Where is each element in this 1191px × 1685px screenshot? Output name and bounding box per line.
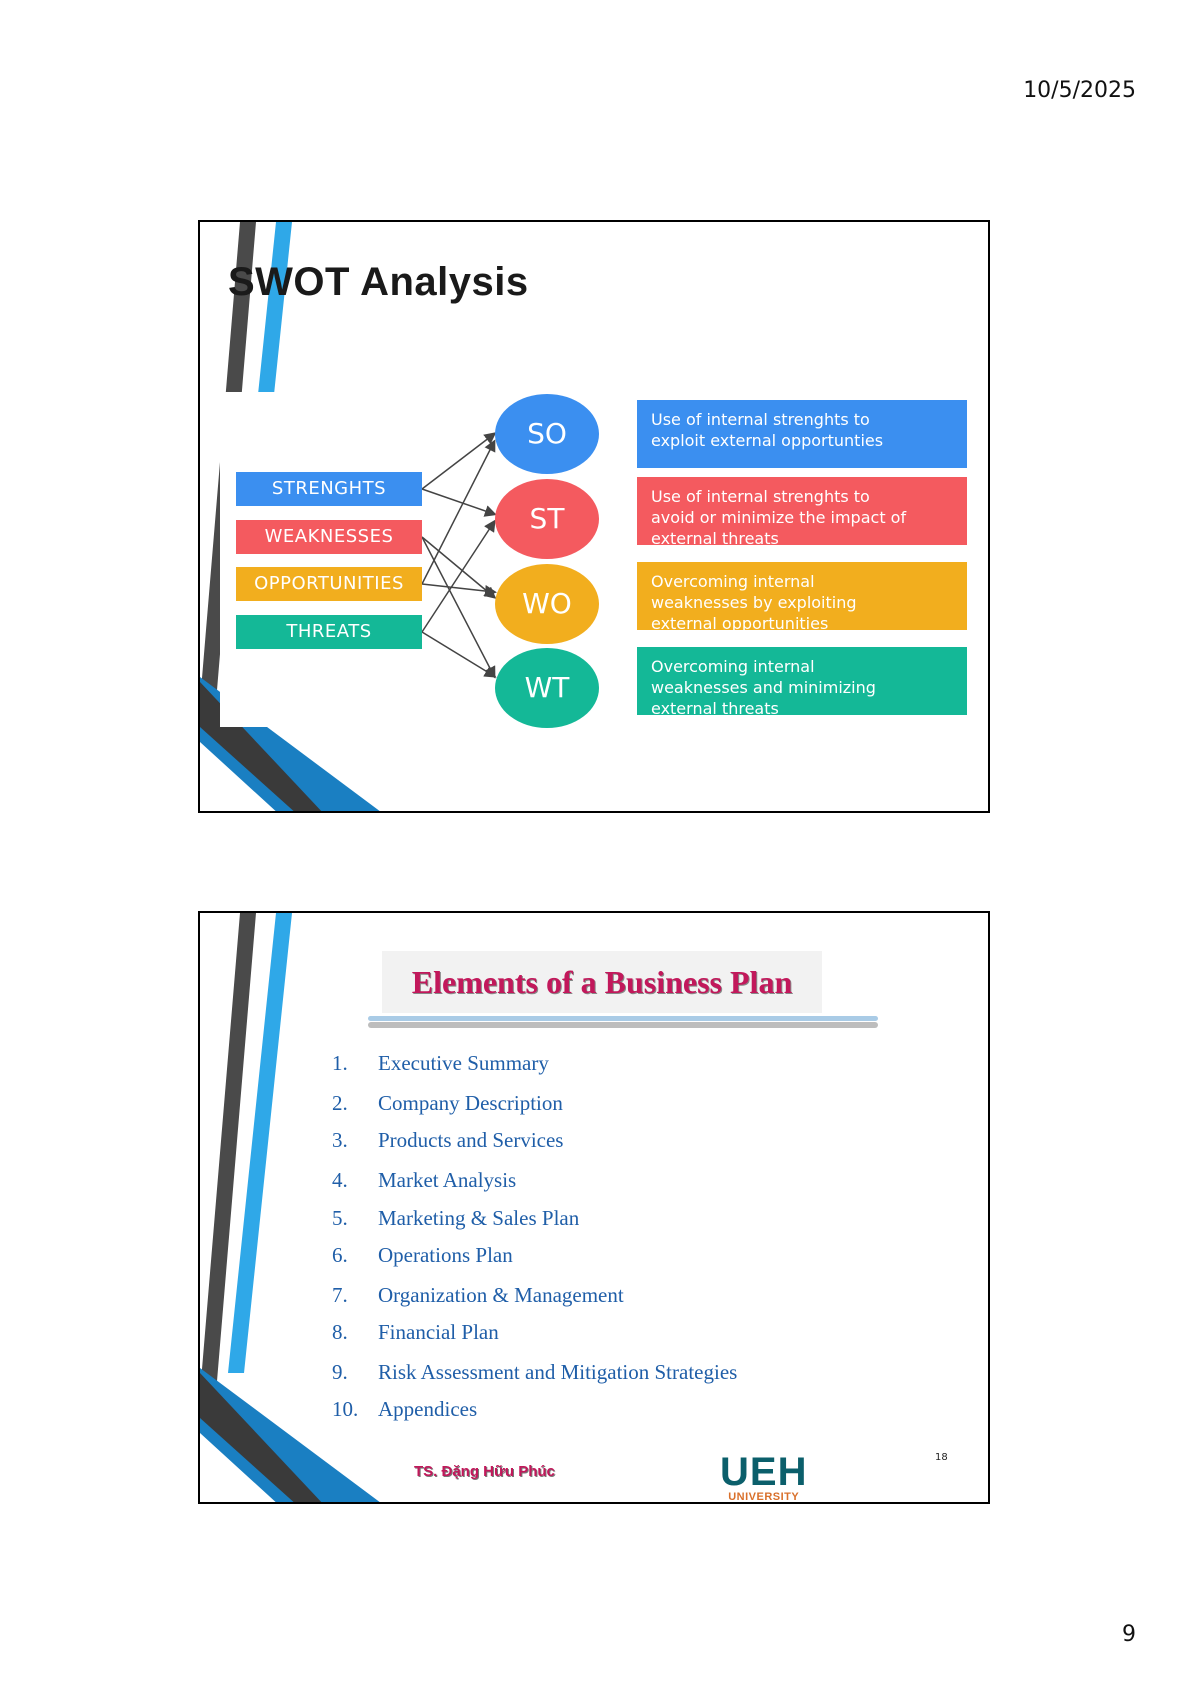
strategy-line: weaknesses and minimizing	[651, 678, 876, 697]
list-item	[332, 1128, 563, 1153]
list-item-number: 5.	[332, 1206, 348, 1230]
list-item	[332, 1283, 624, 1308]
page-date: 10/5/2025	[1023, 78, 1136, 103]
strategy-circle-st: ST	[495, 479, 599, 559]
factor-opportunities: OPPORTUNITIES	[236, 567, 422, 601]
list-item-number: 6.	[332, 1243, 348, 1267]
list-item	[332, 1397, 477, 1422]
logo-wordmark: UEH	[720, 1450, 808, 1494]
title-underline	[368, 1016, 878, 1021]
list-item	[332, 1360, 737, 1385]
list-item	[332, 1168, 516, 1193]
list-item	[332, 1206, 579, 1231]
strategy-circle-wt: WT	[495, 648, 599, 728]
university-logo	[720, 1450, 808, 1503]
strategy-line: Overcoming internal	[651, 657, 815, 676]
strategy-box-wt	[637, 647, 967, 718]
list-item-text: Organization & Management	[378, 1283, 624, 1307]
list-item	[332, 1091, 563, 1116]
business-plan-slide	[198, 911, 990, 1504]
strategy-line: Use of internal strenghts to	[651, 487, 870, 506]
slide-title: Elements of a Business Plan	[382, 951, 822, 1013]
list-item	[332, 1051, 549, 1076]
swot-diagram	[220, 392, 960, 727]
strategy-line: avoid or minimize the impact of	[651, 508, 907, 527]
strategy-line: external threats	[651, 699, 779, 718]
strategy-line: weaknesses by exploiting	[651, 593, 857, 612]
list-item-number: 7.	[332, 1283, 348, 1307]
list-item-text: Financial Plan	[378, 1320, 499, 1344]
strategy-box-wo	[637, 562, 967, 633]
strategy-circle-wo: WO	[495, 564, 599, 644]
list-item-number: 2.	[332, 1091, 348, 1115]
list-item-text: Company Description	[378, 1091, 563, 1115]
strategy-box-st	[637, 477, 967, 548]
factor-threats: THREATS	[236, 615, 422, 649]
strategy-circle-so: SO	[495, 394, 599, 474]
logo-subtitle: UNIVERSITY	[728, 1491, 800, 1503]
author-name: TS. Đặng Hữu Phúc	[414, 1463, 555, 1480]
strategy-line: Overcoming internal	[651, 572, 815, 591]
slide-title: SWOT Analysis	[228, 260, 529, 304]
strategy-line: Use of internal strenghts to	[651, 410, 870, 429]
strategy-line: external threats	[651, 529, 779, 548]
list-item-number: 4.	[332, 1168, 348, 1192]
list-item	[332, 1243, 513, 1268]
list-item-number: 8.	[332, 1320, 348, 1344]
list-item	[332, 1320, 499, 1345]
factor-strengths: STRENGHTS	[236, 472, 422, 506]
list-item-text: Market Analysis	[378, 1168, 517, 1192]
slide-number: 18	[935, 1452, 948, 1463]
list-item-text: Operations Plan	[378, 1243, 513, 1267]
list-item-text: Products and Services	[378, 1128, 564, 1152]
list-item-text: Executive Summary	[378, 1051, 549, 1075]
list-item-text: Risk Assessment and Mitigation Strategies	[378, 1360, 738, 1384]
list-item-number: 10.	[332, 1397, 359, 1421]
list-item-text: Marketing & Sales Plan	[378, 1206, 580, 1230]
list-item-number: 1.	[332, 1051, 348, 1075]
swot-slide	[198, 220, 990, 813]
strategy-line: exploit external opportunties	[651, 431, 884, 450]
page-number: 9	[1122, 1622, 1136, 1647]
title-underline	[368, 1022, 878, 1028]
strategy-box-so	[637, 400, 967, 468]
list-item-number: 9.	[332, 1360, 348, 1384]
list-item-text: Appendices	[378, 1397, 478, 1421]
strategy-line: external opportunities	[651, 614, 829, 633]
factor-weaknesses: WEAKNESSES	[236, 520, 422, 554]
list-item-number: 3.	[332, 1128, 348, 1152]
